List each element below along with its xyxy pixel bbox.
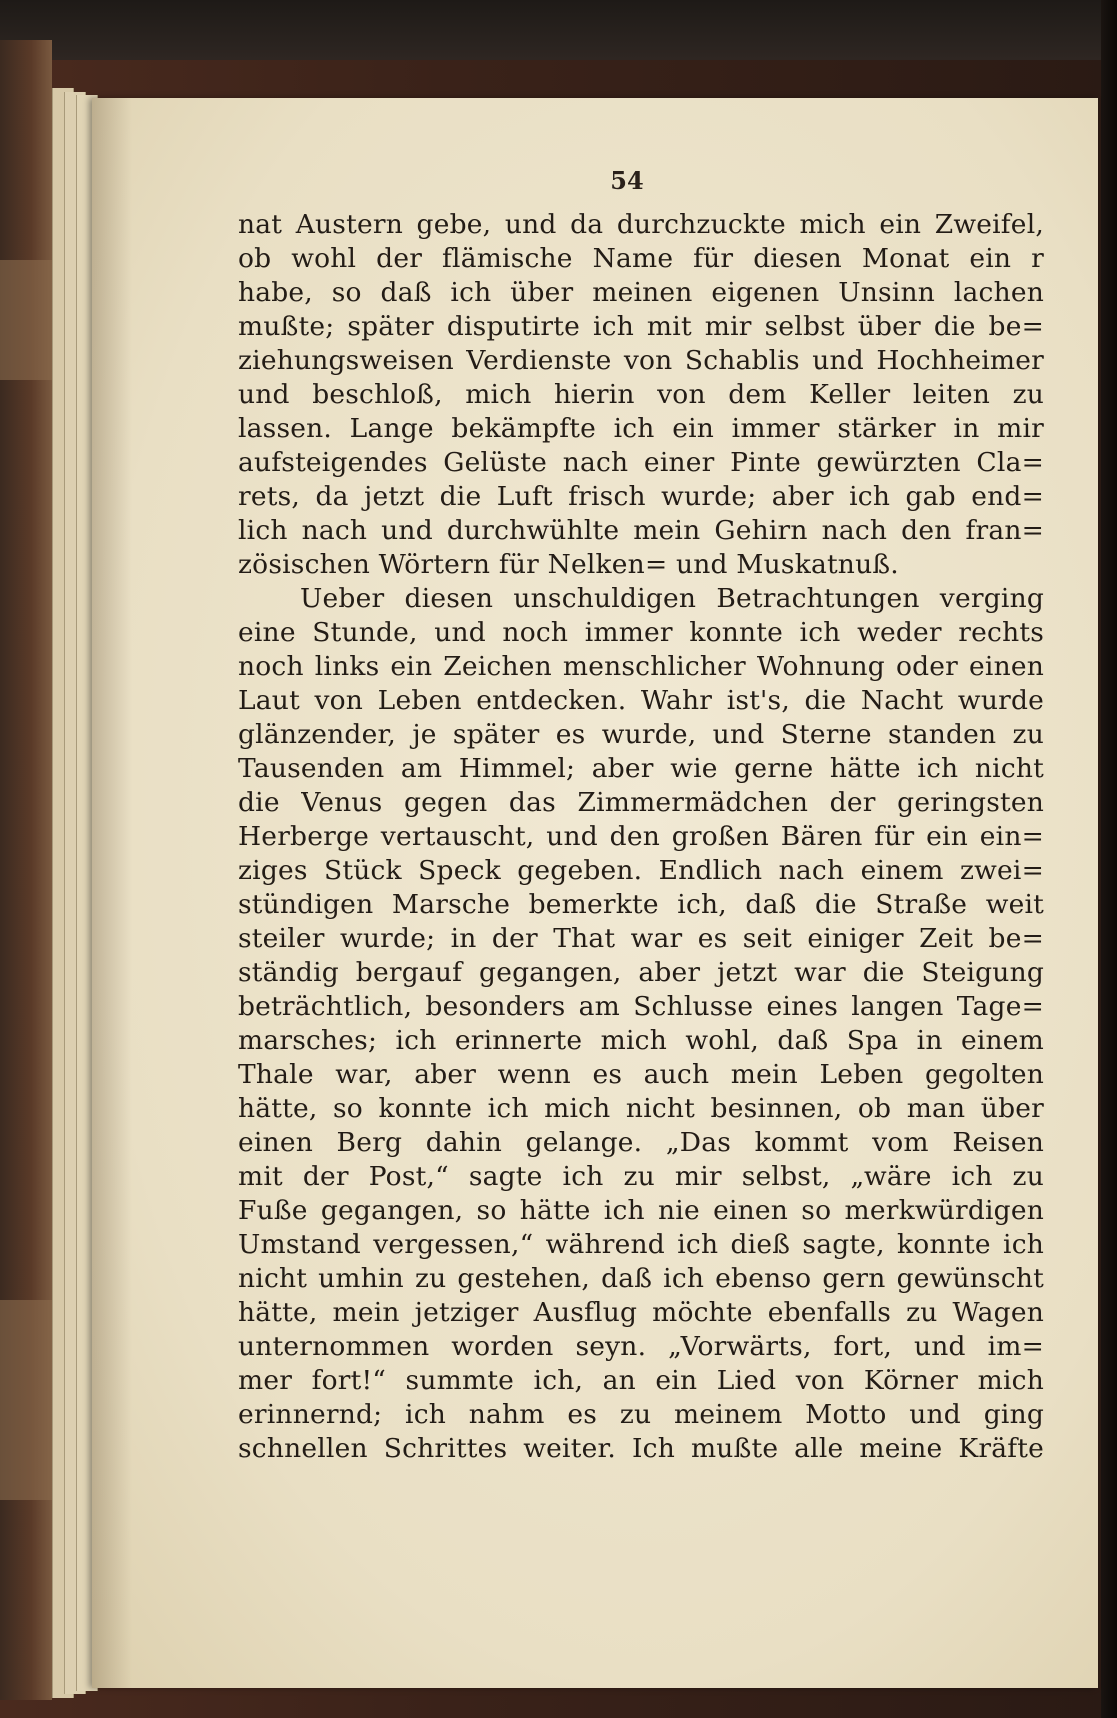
right-edge-shadow xyxy=(1101,0,1117,1718)
text-line: die Venus gegen das Zimmermädchen der geringsten xyxy=(238,787,1044,818)
text-line: habe, so daß ich über meinen eigenen Unsinn lachen xyxy=(238,277,1044,308)
text-line: Fuße gegangen, so hätte ich nie einen so merkwürdigen xyxy=(238,1195,1044,1226)
book-cover-top xyxy=(0,0,1117,60)
gutter-shadow xyxy=(92,98,132,1688)
text-line: aufsteigendes Gelüste nach einer Pinte gewürzten Cla= xyxy=(238,447,1044,478)
text-line: marsches; ich erinnerte mich wohl, daß Spa in einem xyxy=(238,1025,1044,1056)
text-line: mußte; später disputirte ich mit mir selbst über die be= xyxy=(238,311,1044,342)
text-line: mit der Post,“ sagte ich zu mir selbst, „wäre ich zu xyxy=(238,1161,1044,1192)
text-line: mer fort!“ summte ich, an ein Lied von Körner mich xyxy=(238,1365,1044,1396)
text-line: lassen. Lange bekämpfte ich ein immer stärker in mir xyxy=(238,413,1044,444)
text-line: erinnernd; ich nahm es zu meinem Motto und ging xyxy=(238,1399,1044,1430)
text-line: ständig bergauf gegangen, aber jetzt war die Steigung xyxy=(238,957,1044,988)
text-line: Laut von Leben entdecken. Wahr ist's, die Nacht wurde xyxy=(238,685,1044,716)
text-line: Thale war, aber wenn es auch mein Leben gegolten xyxy=(238,1059,1044,1090)
text-line: nat Austern gebe, und da durchzuckte mich ein Zweifel, xyxy=(238,209,1044,240)
book-spine xyxy=(0,40,52,1700)
text-line: zösischen Wörtern für Nelken= und Muskatnuß. xyxy=(238,549,899,580)
text-line: ziges Stück Speck gegeben. Endlich nach einem zwei= xyxy=(238,855,1044,886)
text-line: einen Berg dahin gelange. „Das kommt vom Reisen xyxy=(238,1127,1044,1158)
text-line: Herberge vertauscht, und den großen Bären für ein ein= xyxy=(238,821,1044,852)
text-line: Ueber diesen unschuldigen Betrachtungen verging xyxy=(300,583,1044,614)
text-line: lich nach und durchwühlte mein Gehirn nach den fran= xyxy=(238,515,1044,546)
text-line: hätte, mein jetziger Ausflug möchte ebenfalls zu Wagen xyxy=(238,1297,1044,1328)
text-line: Umstand vergessen,“ während ich dieß sagte, konnte ich xyxy=(238,1229,1044,1260)
spine-band xyxy=(0,1300,52,1500)
page-number: 54 xyxy=(610,166,644,195)
page-text xyxy=(238,208,1044,1466)
text-line: und beschloß, mich hierin von dem Keller leiten zu xyxy=(238,379,1044,410)
text-line: stündigen Marsche bemerkte ich, daß die Straße weit xyxy=(238,889,1044,920)
text-line: schnellen Schrittes weiter. Ich mußte alle meine Kräfte xyxy=(238,1433,1044,1464)
text-line: glänzender, je später es wurde, und Sterne standen zu xyxy=(238,719,1044,750)
spine-band xyxy=(0,260,52,380)
text-line: noch links ein Zeichen menschlicher Wohnung oder einen xyxy=(238,651,1044,682)
text-line: rets, da jetzt die Luft frisch wurde; aber ich gab end= xyxy=(238,481,1044,512)
text-line: steiler wurde; in der That war es seit einiger Zeit be= xyxy=(238,923,1044,954)
text-line: hätte, so konnte ich mich nicht besinnen, ob man über xyxy=(238,1093,1044,1124)
text-line: ziehungsweisen Verdienste von Schablis und Hochheimer xyxy=(238,345,1044,376)
text-line: Tausenden am Himmel; aber wie gerne hätte ich nicht xyxy=(238,753,1044,784)
text-line: beträchtlich, besonders am Schlusse eines langen Tage= xyxy=(238,991,1044,1022)
text-line: unternommen worden seyn. „Vorwärts, fort, und im= xyxy=(238,1331,1044,1362)
text-line: nicht umhin zu gestehen, daß ich ebenso gern gewünscht xyxy=(238,1263,1044,1294)
text-line: eine Stunde, und noch immer konnte ich weder rechts xyxy=(238,617,1044,648)
text-line: ob wohl der flämische Name für diesen Monat ein r xyxy=(238,243,1044,274)
